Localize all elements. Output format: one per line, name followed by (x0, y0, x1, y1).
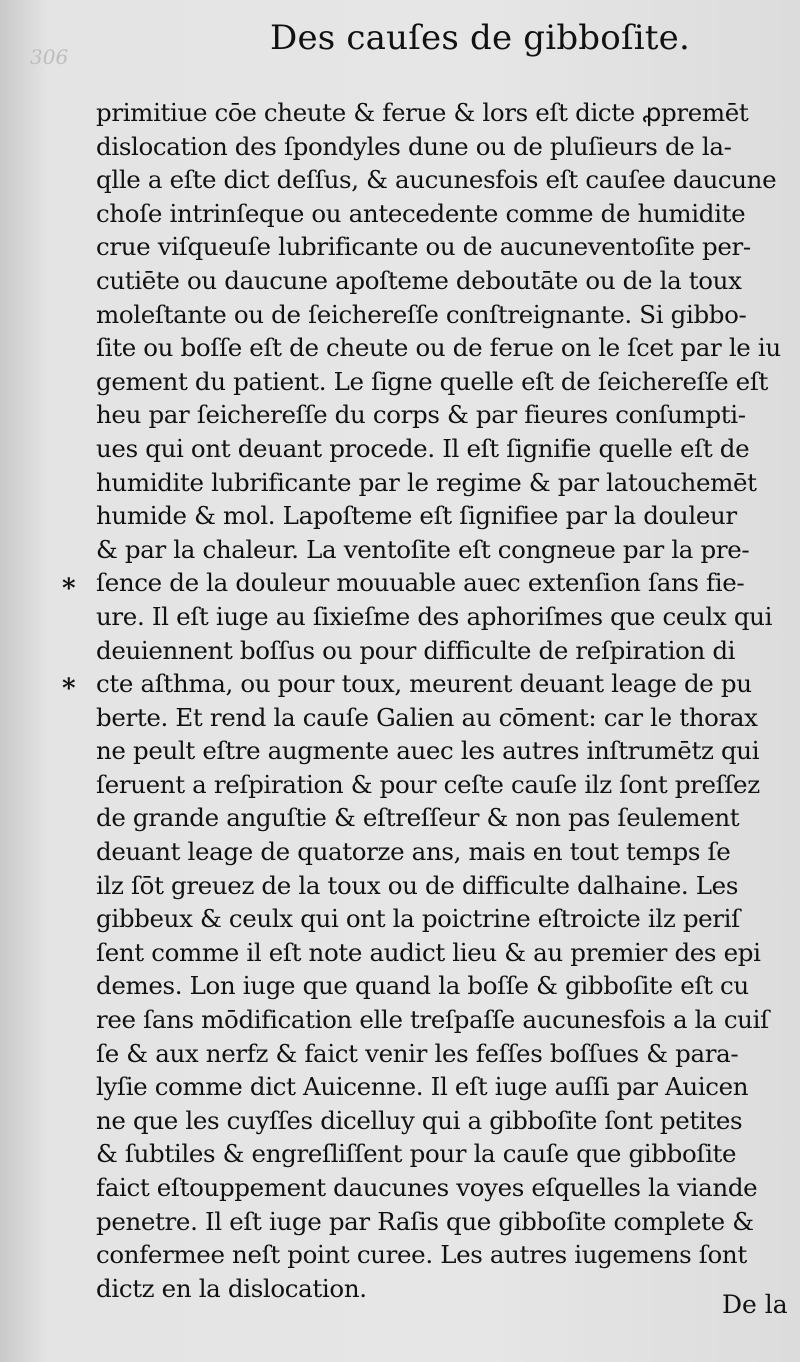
ghost-page-number: 306 (30, 45, 69, 69)
text-line: primitiue cōe cheute & ferue & lors eſt dicte ꝓpremēt (96, 98, 749, 127)
text-line: moleſtante ou de ſeichereſſe conſtreignante. Si gibbo- (96, 299, 747, 329)
running-title: Des cauſes de gibboſite. (270, 18, 690, 58)
text-line: ure. Il eſt iuge au ſixieſme des aphoriſmes que ceulx qui (96, 601, 773, 631)
text-line: ſent comme il eſt note audict lieu & au premier des epi (96, 937, 761, 967)
text-line: ne peult eſtre augmente auec les autres inſtrumētz qui (96, 736, 760, 766)
text-line: ſeruent a reſpiration & pour ceſte cauſe ilz ſont preſſez (96, 769, 760, 799)
margin-asterisk-2: * (62, 674, 76, 704)
text-line: ilz ſōt greuez de la toux ou de difficulte dalhaine. Les (96, 870, 739, 900)
text-line: humidite lubrificante par le regime & par latouchemēt (96, 467, 757, 497)
text-line: ſe & aux nerfz & faict venir les feſſes boſſues & para- (96, 1038, 739, 1068)
text-line: heu par ſeichereſſe du corps & par fieures conſumpti- (96, 400, 746, 430)
text-line: ree ſans mōdification elle treſpaſſe aucunesfois a la cuiſ (96, 1005, 769, 1035)
catchword: De la (722, 1290, 788, 1319)
text-line: lyſie comme dict Auicenne. Il eſt iuge auſſi par Auicen (96, 1072, 749, 1102)
text-line: confermee neſt point curee. Les autres iugemens ſont (96, 1240, 747, 1270)
text-line: humide & mol. Lapoſteme eſt ſignifiee par la douleur (96, 501, 737, 531)
text-line: choſe intrinſeque ou antecedente comme de humidite (96, 198, 746, 228)
body-text (96, 96, 786, 1305)
text-line: penetre. Il eſt iuge par Raſis que gibboſite complete & (96, 1206, 754, 1236)
margin-asterisk-1: * (62, 574, 76, 604)
text-line: & par la chaleur. La ventoſite eſt congneue par la pre- (96, 534, 750, 564)
text-line: gement du patient. Le ſigne quelle eſt de ſeichereſſe eſt (96, 366, 769, 396)
text-line: ues qui ont deuant procede. Il eſt ſignifie quelle eſt de (96, 433, 750, 463)
text-line: ſence de la douleur mouuable auec extenſion ſans fie- (96, 568, 745, 598)
text-line: dictz en la dislocation. (96, 1273, 367, 1303)
text-line: berte. Et rend la cauſe Galien au cōment: car le thorax (96, 702, 758, 732)
text-line: demes. Lon iuge que quand la boſſe & gibboſite eſt cu (96, 971, 749, 1001)
text-line: cte aſthma, ou pour toux, meurent deuant leage de pu (96, 669, 752, 699)
text-line: ne que les cuyſſes dicelluy qui a gibboſite ſont petites (96, 1105, 743, 1135)
text-line: qlle a eſte dict deſſus, & aucunesfois eſt cauſee daucune (96, 165, 777, 195)
text-line: ſite ou boſſe eſt de cheute ou de ferue on le ſcet par le iu (96, 333, 781, 363)
text-line: crue viſqueuſe lubrificante ou de aucuneventoſite per- (96, 232, 751, 262)
text-line: deuiennent boſſus ou pour difficulte de reſpiration di (96, 635, 736, 665)
text-line: cutiēte ou daucune apoſteme deboutāte ou de la toux (96, 265, 742, 295)
text-line: & ſubtiles & engreſliſſent pour la cauſe que gibboſite (96, 1139, 737, 1169)
text-line: dislocation des ſpondyles dune ou de pluſieurs de la- (96, 131, 732, 161)
text-line: de grande anguſtie & eſtreſſeur & non pas ſeulement (96, 803, 740, 833)
text-line: deuant leage de quatorze ans, mais en tout temps ſe (96, 837, 731, 867)
text-line: faict eſtouppement daucunes voyes eſquelles la viande (96, 1173, 758, 1202)
text-line: gibbeux & ceulx qui ont la poictrine eſtroicte ilz periſ (96, 904, 740, 934)
